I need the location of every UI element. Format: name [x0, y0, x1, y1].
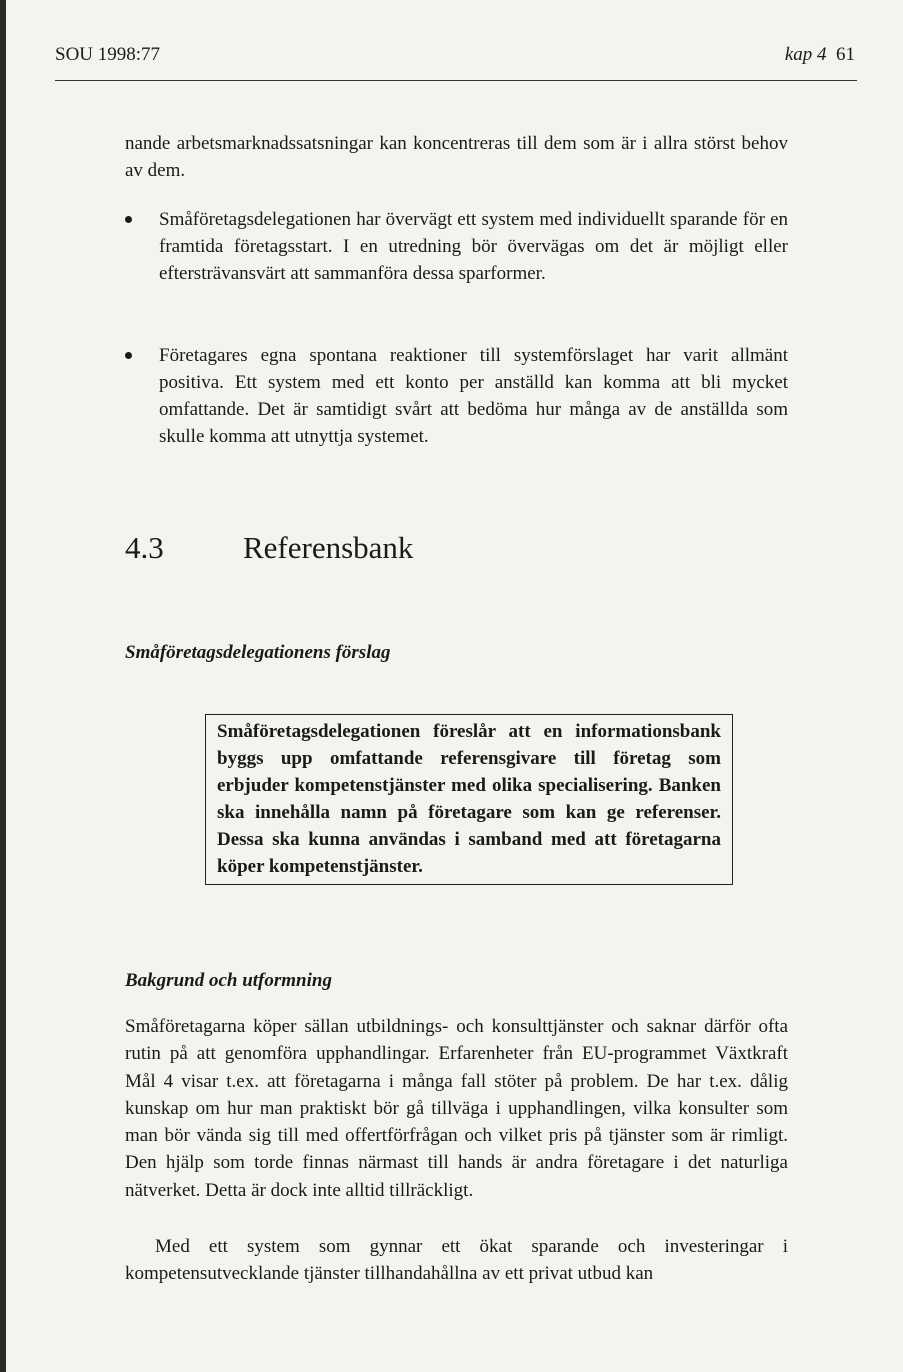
- page-binding-edge: [0, 0, 6, 1372]
- background-paragraph: Småföretagarna köper sällan utbildnings- och konsulttjänster och saknar därför ofta rutin på att genomföra upphandlingar. Erfarenheter från EU-programmet Växtkraft Mål 4 visar t.ex. att företagarna i många fall stöter på problem. De har t.ex. dålig kunskap om hur man praktiskt bör gå tillväga i upphandlingen, vilka konsulter som man bör vända sig till med offertförfrågan och vilket pris på tjänster som är rimligt. Den hjälp som torde finnas närmast till hands är andra företagare i det naturliga nätverket. Detta är dock inte alltid tillräckligt.: [125, 1016, 788, 1201]
- bullet-text: Småföretagsdelegationen har övervägt ett system med individuellt sparande för en framtida företagsstart. I en utredning bör övervägas om det är möjligt eller eftersträvansvärt att sammanföra dessa sparformer.: [159, 209, 788, 284]
- bullet-item: [125, 206, 788, 287]
- header-rule: [55, 80, 857, 81]
- running-header: [55, 44, 855, 72]
- chapter-label: kap 4: [784, 44, 827, 65]
- proposal-box: Småföretagsdelegationen föreslår att en informationsbank byggs upp omfattande referensgivare till företag som erbjuder kompetenstjänster med olika specialisering. Banken ska innehålla namn på företagare som kan ge referenser. Dessa ska kunna användas i samband med att företagarna köper kompetenstjänster.: [205, 714, 733, 885]
- proposal-heading: Småföretagsdelegationens förslag: [125, 642, 391, 663]
- section-number: 4.3: [125, 530, 164, 565]
- bullet-text: Företagares egna spontana reaktioner till systemförslaget har varit allmänt positiva. Ett system med ett konto per anställd kan komma att bli mycket omfattande. Det är samtidigt svårt att bedöma hur många av de anställda som skulle komma att utnyttja systemet.: [159, 345, 788, 447]
- page-locator: [785, 44, 855, 66]
- page-number: 61: [836, 44, 855, 65]
- bullet-item: [125, 342, 788, 450]
- intro-paragraph: nande arbetsmarknadssatsningar kan koncentreras till dem som är i allra störst behov av dem.: [125, 133, 788, 181]
- section-title: Referensbank: [243, 530, 414, 565]
- background-paragraph: Med ett system som gynnar ett ökat sparande och investeringar i kompetensutvecklande tjänster tillhandahållna av ett privat utbud kan: [125, 1236, 788, 1285]
- bullet-icon: [125, 216, 132, 223]
- background-heading: Bakgrund och utformning: [125, 970, 332, 991]
- publication-reference: SOU 1998:77: [55, 44, 161, 65]
- bullet-icon: [125, 352, 132, 359]
